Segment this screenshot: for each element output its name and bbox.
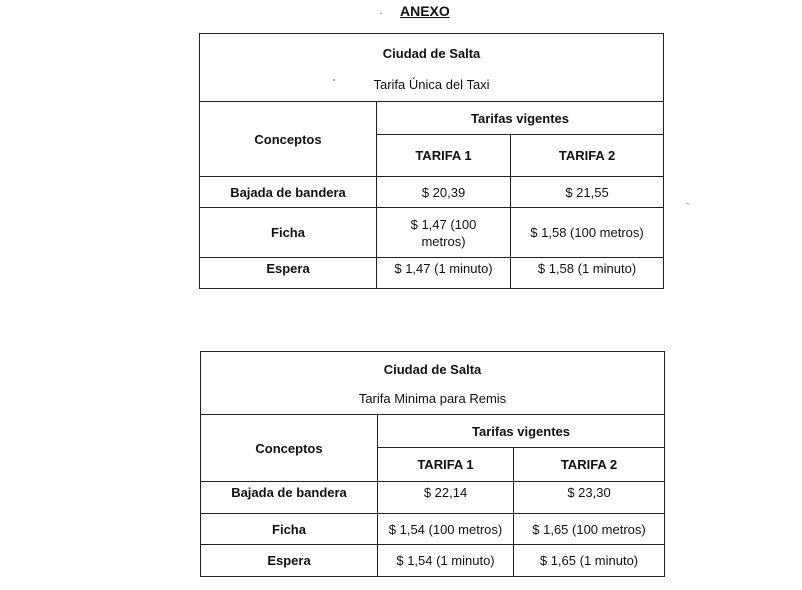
document-heading: ANEXO: [400, 3, 450, 19]
concepts-header: Conceptos: [200, 102, 377, 177]
row-value-tarifa-2: $ 1,58 (100 metros): [511, 208, 664, 258]
group-header: Tarifas vigentes: [378, 415, 665, 448]
table-row: [200, 177, 664, 208]
row-value-tarifa-2: $ 1,58 (1 minuto): [511, 258, 664, 289]
concepts-header: Conceptos: [201, 415, 378, 482]
column-header-tarifa-1: TARIFA 1: [378, 448, 514, 482]
scan-speck: [333, 79, 335, 81]
group-header: Tarifas vigentes: [377, 102, 664, 135]
city-title: Ciudad de Salta: [382, 45, 481, 61]
scan-speck: [686, 203, 689, 204]
row-label: Ficha: [201, 514, 378, 545]
row-value-tarifa-2: $ 1,65 (100 metros): [514, 514, 665, 545]
table-row: [200, 258, 664, 289]
row-value-tarifa-1: $ 1,54 (1 minuto): [378, 545, 514, 577]
remis-fare-table: [200, 351, 665, 577]
table-row: [201, 514, 665, 545]
table-row: [201, 545, 665, 577]
row-value-tarifa-2: $ 1,65 (1 minuto): [514, 545, 665, 577]
row-label: Espera: [200, 258, 377, 289]
scan-speck: [380, 13, 382, 14]
table-row: [200, 208, 664, 258]
row-value-tarifa-1: $ 22,14: [378, 482, 514, 514]
taxi-fare-table: [199, 33, 664, 289]
row-value-tarifa-2: $ 23,30: [514, 482, 665, 514]
row-value-tarifa-2: $ 21,55: [511, 177, 664, 208]
row-label: Espera: [201, 545, 378, 577]
row-label: Bajada de bandera: [200, 177, 377, 208]
column-header-tarifa-2: TARIFA 2: [511, 135, 664, 177]
column-header-tarifa-2: TARIFA 2: [514, 448, 665, 482]
row-value-tarifa-1: $ 1,54 (100 metros): [378, 514, 514, 545]
column-header-tarifa-1: TARIFA 1: [377, 135, 511, 177]
row-label: Bajada de bandera: [201, 482, 378, 514]
city-title: Ciudad de Salta: [383, 362, 482, 377]
table-subtitle: Tarifa Minima para Remis: [358, 391, 507, 406]
table-title: [200, 34, 664, 102]
row-label: Ficha: [200, 208, 377, 258]
row-value-tarifa-1: $ 20,39: [377, 177, 511, 208]
table-row: [201, 482, 665, 514]
table-subtitle: Tarifa Única del Taxi: [373, 76, 490, 92]
row-value-tarifa-1: $ 1,47 (1 minuto): [377, 258, 511, 289]
row-value-tarifa-1: $ 1,47 (100 metros): [377, 208, 511, 258]
table-title: [201, 352, 665, 415]
